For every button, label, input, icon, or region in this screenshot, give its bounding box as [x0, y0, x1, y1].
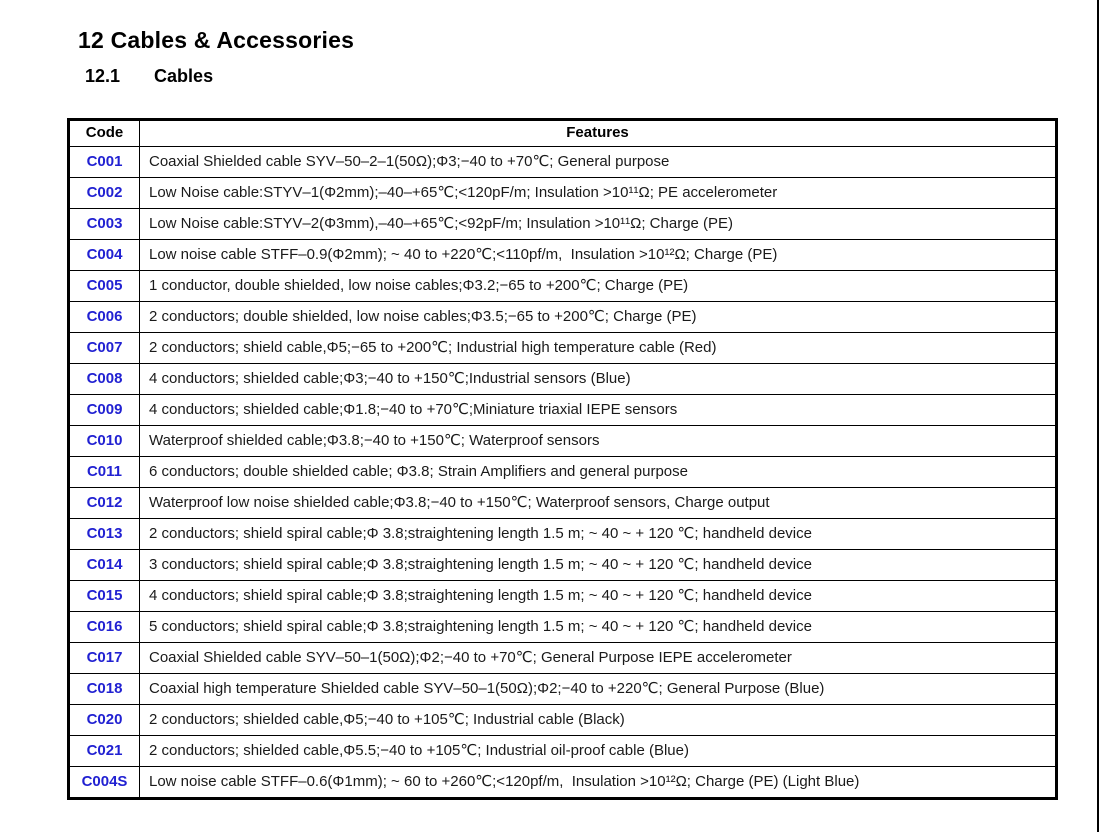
table-row — [69, 333, 1057, 364]
subsection-number: 12.1 — [85, 66, 121, 86]
subsection-heading — [85, 66, 213, 87]
section-title: 12 Cables & Accessories — [78, 27, 355, 54]
table-row — [69, 581, 1057, 612]
cable-code: C004 — [69, 240, 140, 271]
cables-table-header — [69, 120, 1057, 147]
table-row — [69, 209, 1057, 240]
cable-code: C020 — [69, 705, 140, 736]
table-row — [69, 643, 1057, 674]
cable-code: C002 — [69, 178, 140, 209]
cable-code: C010 — [69, 426, 140, 457]
cable-features: Low noise cable STFF–0.6(Φ1mm); ~ 60 to +260℃;<120pf/m, Insulation >10¹²Ω; Charge (PE) (Light Blue) — [140, 767, 1057, 799]
cable-features: 2 conductors; shielded cable,Φ5.5;−40 to +105℃; Industrial oil-proof cable (Blue) — [140, 736, 1057, 767]
cable-features: 2 conductors; shielded cable,Φ5;−40 to +105℃; Industrial cable (Black) — [140, 705, 1057, 736]
table-row — [69, 364, 1057, 395]
cable-code: C003 — [69, 209, 140, 240]
table-row — [69, 457, 1057, 488]
table-row — [69, 395, 1057, 426]
table-row — [69, 550, 1057, 581]
table-row — [69, 519, 1057, 550]
cable-code: C005 — [69, 271, 140, 302]
table-row — [69, 488, 1057, 519]
cable-features: Coaxial Shielded cable SYV–50–2–1(50Ω);Φ3;−40 to +70℃; General purpose — [140, 147, 1057, 178]
cable-features: 4 conductors; shielded cable;Φ1.8;−40 to +70℃;Miniature triaxial IEPE sensors — [140, 395, 1057, 426]
subsection-title: Cables — [154, 66, 214, 86]
table-row — [69, 767, 1057, 799]
cables-table — [67, 118, 1058, 800]
table-row — [69, 271, 1057, 302]
features-column-header: Features — [140, 120, 1057, 147]
cable-features: Low Noise cable:STYV–1(Φ2mm);–40–+65℃;<120pF/m; Insulation >10¹¹Ω; PE accelerometer — [140, 178, 1057, 209]
cable-code: C018 — [69, 674, 140, 705]
cable-code: C014 — [69, 550, 140, 581]
cable-code: C009 — [69, 395, 140, 426]
cable-features: 6 conductors; double shielded cable; Φ3.8; Strain Amplifiers and general purpose — [140, 457, 1057, 488]
cable-features: 2 conductors; double shielded, low noise cables;Φ3.5;−65 to +200℃; Charge (PE) — [140, 302, 1057, 333]
cable-code: C012 — [69, 488, 140, 519]
cable-code: C013 — [69, 519, 140, 550]
table-row — [69, 240, 1057, 271]
cable-features: Coaxial high temperature Shielded cable SYV–50–1(50Ω);Φ2;−40 to +220℃; General Purpose (Blue) — [140, 674, 1057, 705]
code-column-header: Code — [69, 120, 140, 147]
cable-code: C001 — [69, 147, 140, 178]
table-row — [69, 705, 1057, 736]
cable-code: C011 — [69, 457, 140, 488]
cable-features: 2 conductors; shield spiral cable;Φ 3.8;straightening length 1.5 m; ~ 40 ~ + 120 ℃; handheld device — [140, 519, 1057, 550]
cable-code: C016 — [69, 612, 140, 643]
table-row — [69, 674, 1057, 705]
table-row — [69, 612, 1057, 643]
table-row — [69, 302, 1057, 333]
page-edge-line — [1097, 0, 1099, 832]
cable-code: C017 — [69, 643, 140, 674]
cable-features: Waterproof shielded cable;Φ3.8;−40 to +150℃; Waterproof sensors — [140, 426, 1057, 457]
cable-features: 3 conductors; shield spiral cable;Φ 3.8;straightening length 1.5 m; ~ 40 ~ + 120 ℃; handheld device — [140, 550, 1057, 581]
cable-features: 5 conductors; shield spiral cable;Φ 3.8;straightening length 1.5 m; ~ 40 ~ + 120 ℃; handheld device — [140, 612, 1057, 643]
cable-code: C007 — [69, 333, 140, 364]
table-row — [69, 736, 1057, 767]
cable-features: Waterproof low noise shielded cable;Φ3.8;−40 to +150℃; Waterproof sensors, Charge output — [140, 488, 1057, 519]
cable-code: C015 — [69, 581, 140, 612]
cable-features: Low Noise cable:STYV–2(Φ3mm),–40–+65℃;<92pF/m; Insulation >10¹¹Ω; Charge (PE) — [140, 209, 1057, 240]
cable-features: 4 conductors; shielded cable;Φ3;−40 to +150℃;Industrial sensors (Blue) — [140, 364, 1057, 395]
table-row — [69, 147, 1057, 178]
cable-features: Low noise cable STFF–0.9(Φ2mm); ~ 40 to +220℃;<110pf/m, Insulation >10¹²Ω; Charge (PE) — [140, 240, 1057, 271]
cable-code: C008 — [69, 364, 140, 395]
cable-features: 4 conductors; shield spiral cable;Φ 3.8;straightening length 1.5 m; ~ 40 ~ + 120 ℃; handheld device — [140, 581, 1057, 612]
table-row — [69, 178, 1057, 209]
cable-features: 2 conductors; shield cable,Φ5;−65 to +200℃; Industrial high temperature cable (Red) — [140, 333, 1057, 364]
cable-code: C021 — [69, 736, 140, 767]
cables-table-body — [69, 147, 1057, 799]
cable-features: 1 conductor, double shielded, low noise cables;Φ3.2;−65 to +200℃; Charge (PE) — [140, 271, 1057, 302]
cable-code: C006 — [69, 302, 140, 333]
cable-features: Coaxial Shielded cable SYV–50–1(50Ω);Φ2;−40 to +70℃; General Purpose IEPE accelerometer — [140, 643, 1057, 674]
table-row — [69, 426, 1057, 457]
cable-code: C004S — [69, 767, 140, 799]
